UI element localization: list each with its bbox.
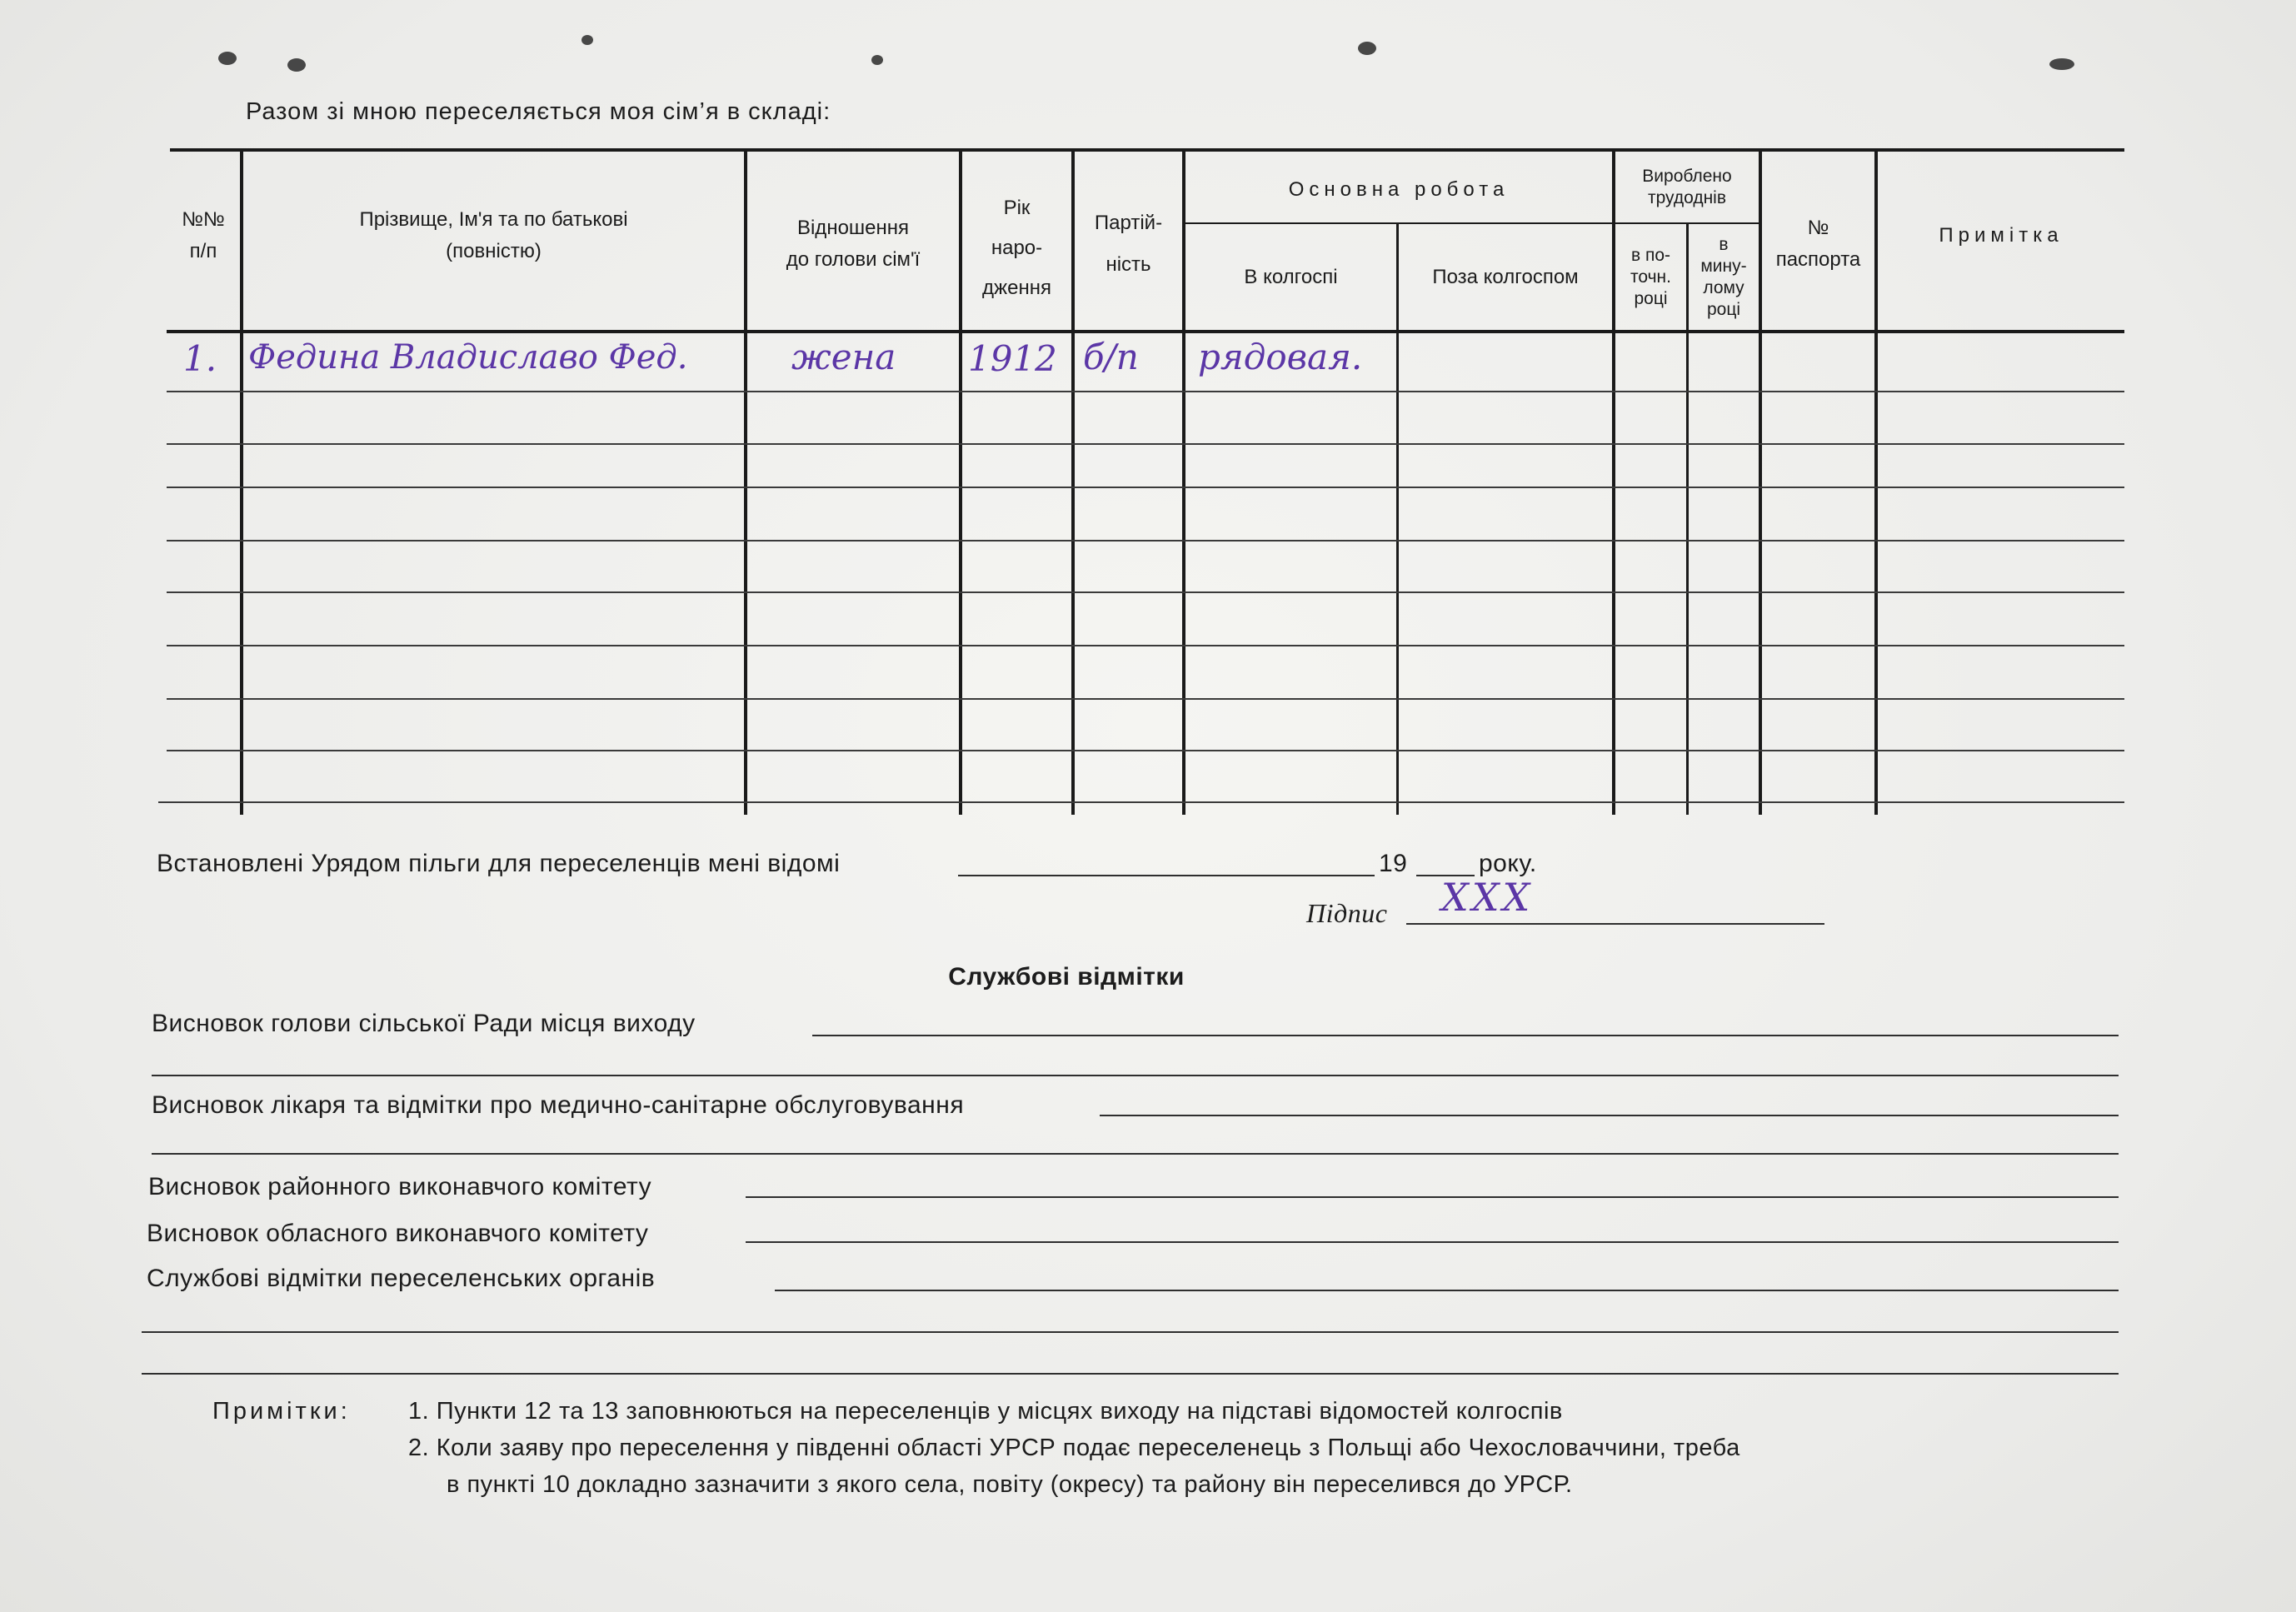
note-line-3: в пункті 10 докладно зазначити з якого села, повіту (окресу) та району він переселився до УРСР. [447, 1471, 1573, 1498]
header-num: №№ п/п [182, 208, 225, 262]
header-last-year: в мину- лому році [1700, 235, 1747, 319]
header-main-work: Основна робота [1288, 178, 1510, 201]
header-in-kolhosp: В колгоспі [1244, 266, 1338, 288]
fill-line [152, 1075, 2119, 1076]
benefits-year-suffix: року. [1479, 850, 1537, 877]
header-note: Примітка [1939, 224, 2064, 247]
notes-label: Примітки: [212, 1398, 351, 1425]
family-intro-text: Разом зі мною переселяється моя сім’я в складі: [246, 98, 831, 125]
signature-mark: ХХХ [1441, 875, 1534, 920]
row1-year: 1912 [968, 338, 1057, 379]
row-rule [167, 487, 2124, 488]
row-rule [167, 750, 2124, 751]
header-party: Партій- ність [1094, 212, 1163, 276]
header-current-year: в по- точн. році [1630, 246, 1671, 308]
row-rule [167, 591, 2124, 593]
official-item-district: Висновок районного виконавчого комітету [148, 1173, 652, 1200]
fill-line [142, 1373, 2119, 1375]
row-rule [167, 645, 2124, 646]
header-name: Прізвище, Ім'я та по батькові (повністю) [359, 208, 628, 262]
note-line-1: 1. Пункти 12 та 13 заповнюються на переселенців у місцях виходу на підставі відомостей колгоспів [408, 1398, 1563, 1425]
row1-in-kolhosp: рядовая. [1198, 337, 1363, 377]
row1-party: б/п [1083, 337, 1139, 377]
row1-name: Федина Владиславо Фед. [248, 338, 688, 377]
punch-hole [871, 55, 883, 65]
benefits-fill-line [958, 875, 1375, 876]
punch-hole [287, 58, 306, 72]
fill-line [775, 1290, 2119, 1291]
row1-num: 1. [183, 338, 217, 379]
row-rule [167, 698, 2124, 700]
header-year: Рік наро- дження [982, 197, 1051, 299]
header-workdays: Вироблено трудоднів [1642, 167, 1732, 207]
signature-label: Підпис [1306, 898, 1388, 928]
fill-line [152, 1153, 2119, 1155]
header-outside-kolhosp: Поза колгоспом [1432, 266, 1579, 288]
row1-relation: жена [791, 337, 896, 377]
family-table [158, 148, 2124, 815]
fill-line [812, 1035, 2119, 1036]
fill-line [746, 1241, 2119, 1243]
official-item-doctor: Висновок лікаря та відмітки про медично-санітарне обслуговування [152, 1091, 965, 1119]
table-top-rule [170, 148, 2124, 152]
header-passport: № паспорта [1775, 217, 1861, 271]
main-work-divider [1183, 222, 1625, 224]
row-rule [167, 443, 2124, 445]
official-item-village: Висновок голови сільської Ради місця виходу [152, 1010, 696, 1037]
punch-hole [218, 52, 237, 65]
row-rule [167, 391, 2124, 392]
table-header-rule [167, 330, 2124, 333]
official-item-resettlement: Службові відмітки переселенських органів [147, 1265, 656, 1292]
fill-line [1100, 1115, 2119, 1116]
signature-line [1406, 923, 1824, 925]
punch-hole [2049, 58, 2074, 70]
note-line-2: 2. Коли заяву про переселення у південні області УРСР подає переселенець з Польщі або Чехословаччини, треба [408, 1435, 1740, 1461]
header-relation: Відношення до голови сім'ї [786, 217, 921, 271]
benefits-label: Встановлені Урядом пільги для переселенців мені відомі [157, 850, 841, 877]
row-rule [158, 801, 2124, 803]
fill-line [142, 1331, 2119, 1333]
fill-line [746, 1196, 2119, 1198]
official-title: Службові відмітки [948, 963, 1185, 991]
row-rule [167, 540, 2124, 541]
punch-hole [581, 35, 593, 45]
benefits-year-prefix: 19 [1379, 850, 1408, 877]
official-item-region: Висновок обласного виконавчого комітету [147, 1220, 649, 1247]
punch-hole [1358, 42, 1376, 55]
